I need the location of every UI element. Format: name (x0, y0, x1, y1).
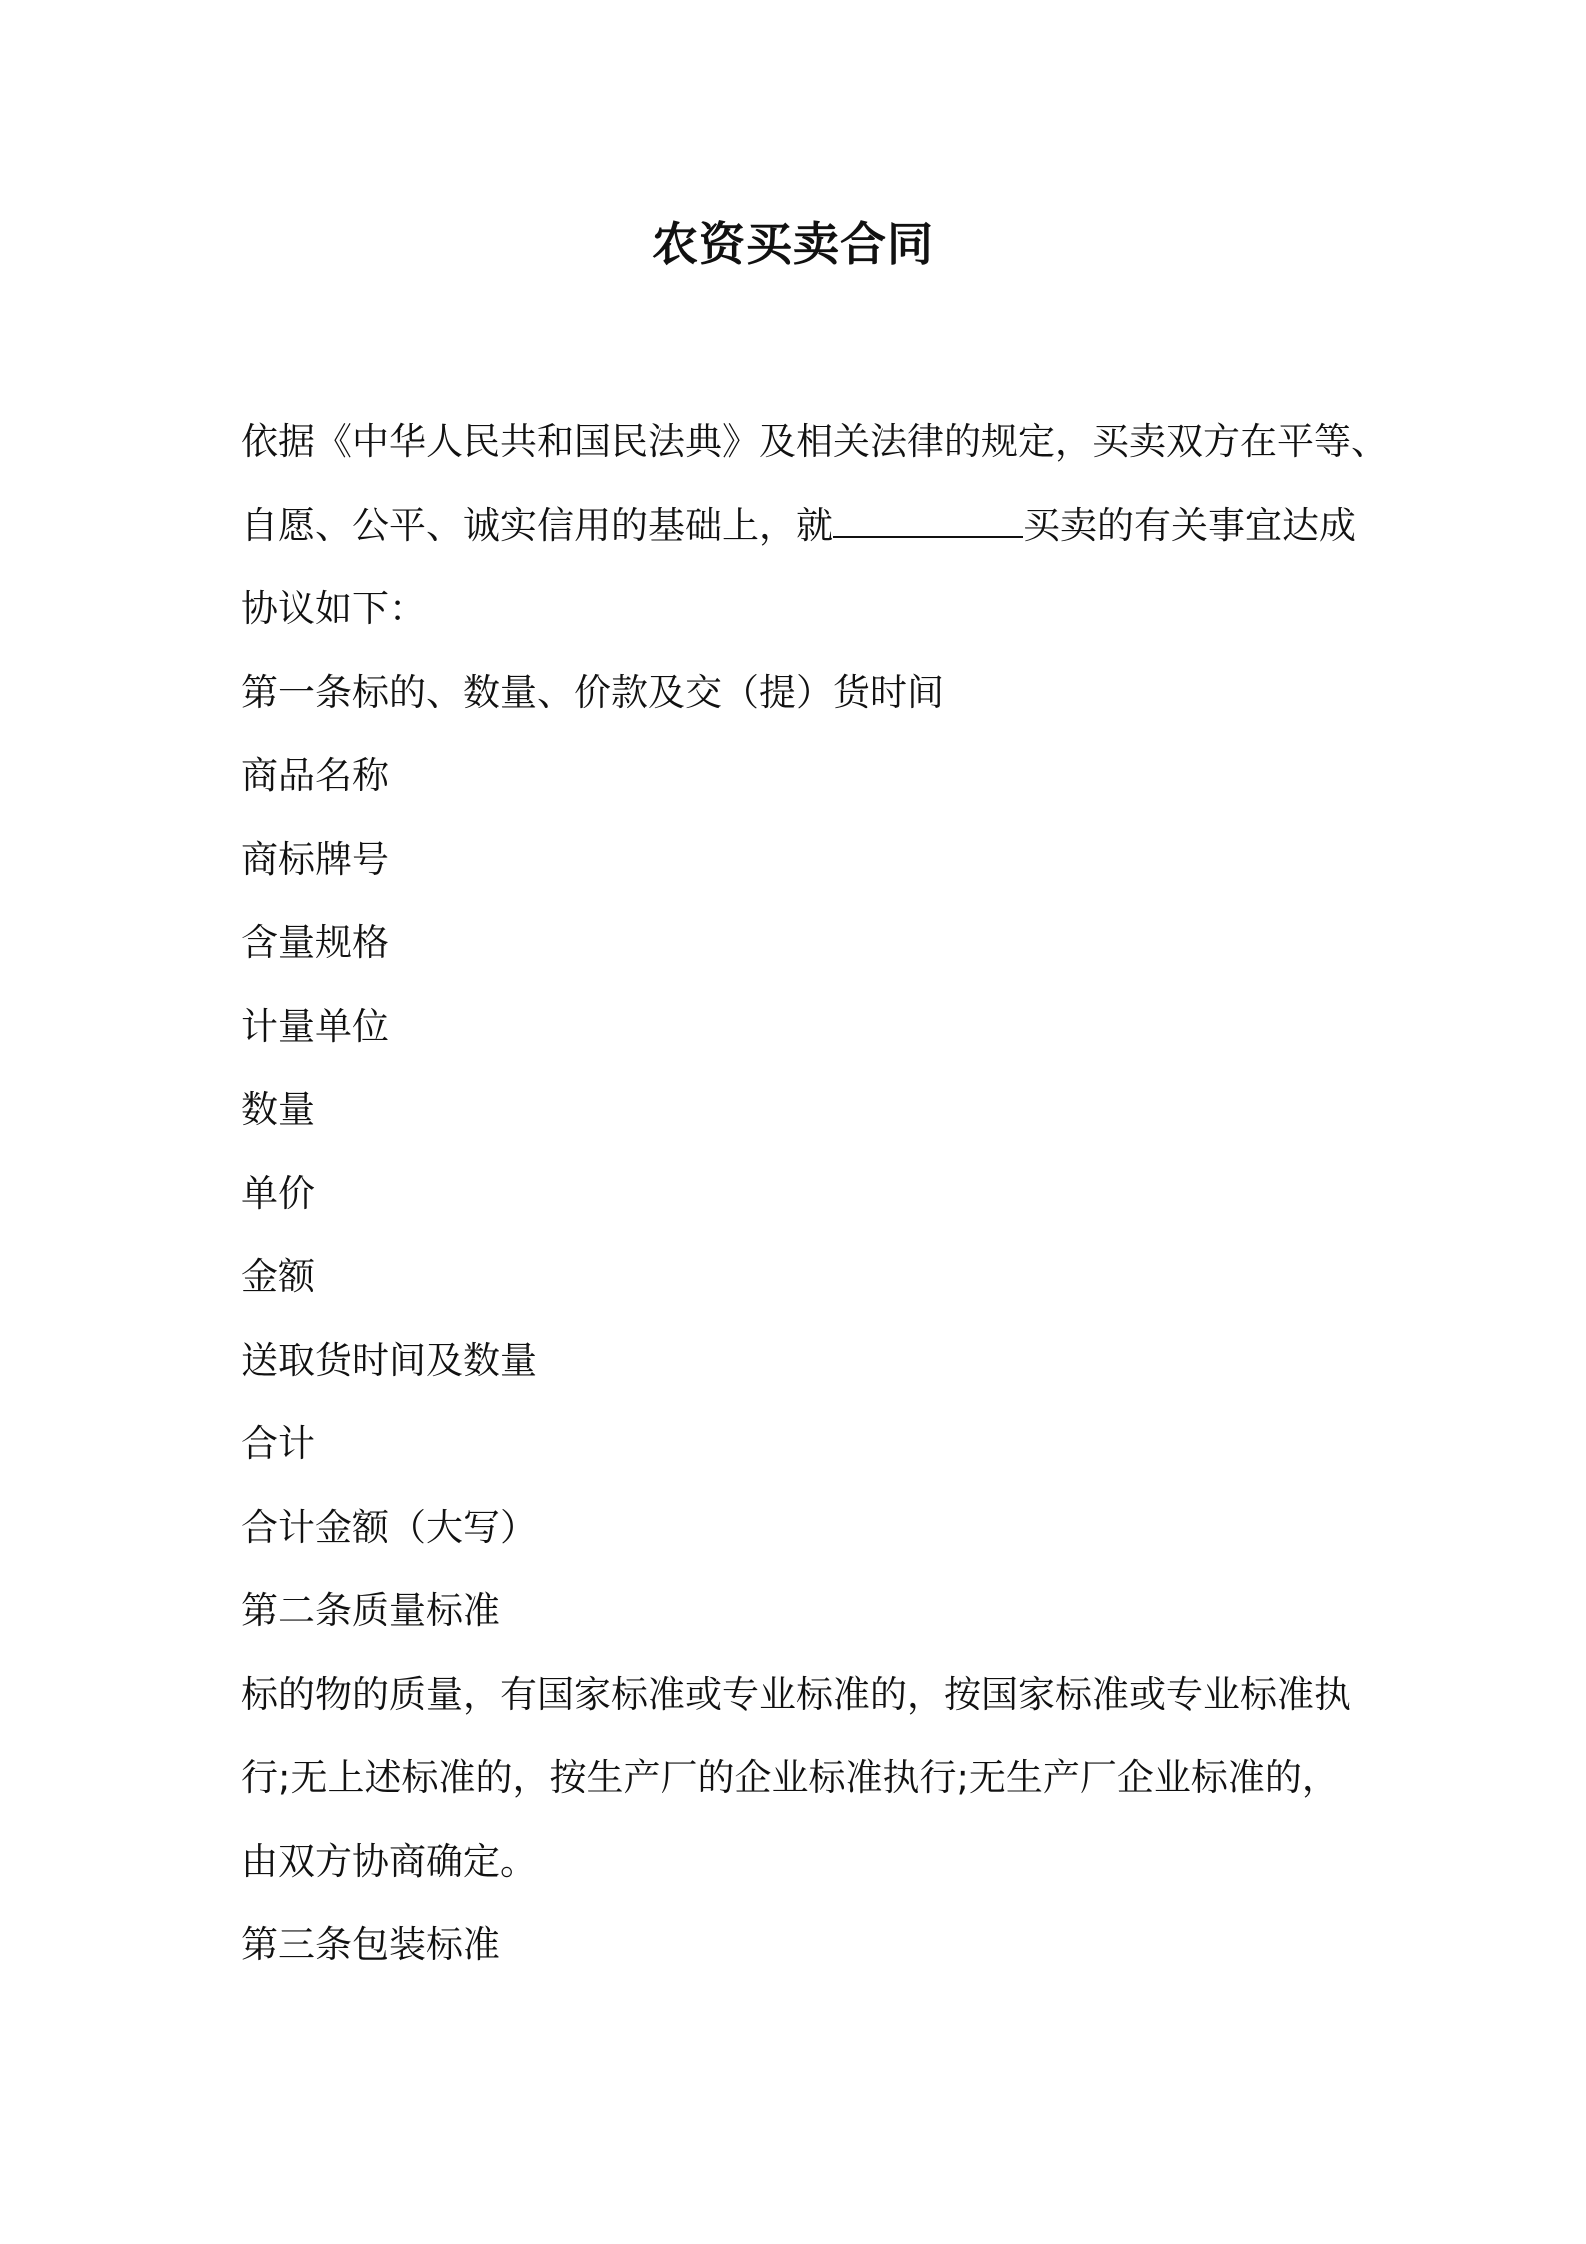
field-total-amount-words: 合计金额（大写） (241, 1505, 537, 1549)
intro-line-2 (241, 484, 1356, 568)
intro-line-2-after: 买卖的有关事宜达成 (1023, 503, 1356, 547)
article-1-heading: 第一条标的、数量、价款及交（提）货时间 (241, 670, 944, 714)
article-2-line-1: 标的物的质量，有国家标准或专业标准的，按国家标准或专业标准执 (241, 1672, 1351, 1716)
article-2-heading: 第二条质量标准 (241, 1589, 500, 1632)
field-total: 合计 (241, 1422, 315, 1465)
field-unit-price: 单价 (241, 1171, 315, 1215)
article-3-heading: 第三条包装标准 (241, 1923, 500, 1966)
article-2-line-2: 行;无上述标准的，按生产厂的企业标准执行;无生产厂企业标准的， (241, 1756, 1339, 1799)
field-amount: 金额 (241, 1255, 315, 1298)
document-title: 农资买卖合同 (652, 217, 934, 271)
field-unit: 计量单位 (241, 1004, 389, 1048)
intro-line-3: 协议如下： (241, 587, 426, 630)
document-body (241, 400, 1388, 1987)
field-specification: 含量规格 (241, 921, 389, 964)
goods-blank-field (833, 506, 1023, 538)
article-2-line-3: 由双方协商确定。 (241, 1839, 537, 1883)
intro-line-1: 依据《中华人民共和国民法典》及相关法律的规定，买卖双方在平等、 (241, 420, 1388, 463)
intro-line-2-before: 自愿、公平、诚实信用的基础上，就 (241, 503, 833, 547)
field-product-name: 商品名称 (241, 754, 389, 797)
field-quantity: 数量 (241, 1088, 315, 1131)
field-trademark: 商标牌号 (241, 837, 389, 881)
field-delivery-time: 送取货时间及数量 (241, 1338, 537, 1382)
